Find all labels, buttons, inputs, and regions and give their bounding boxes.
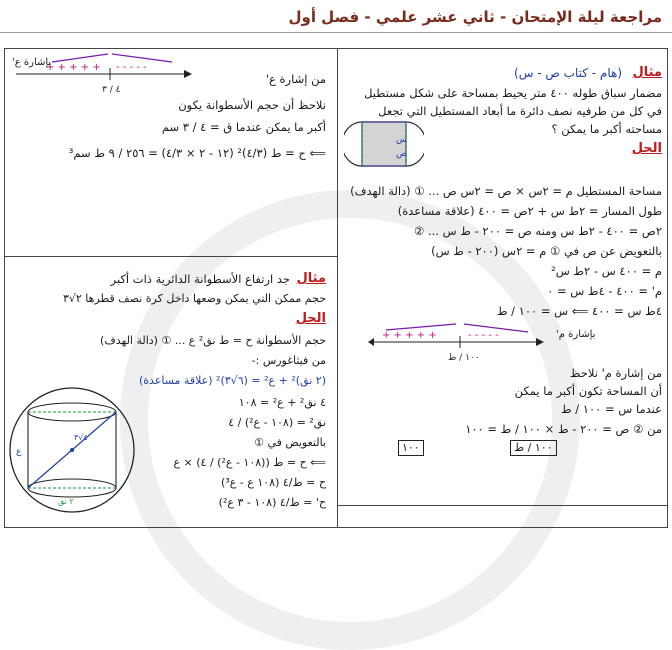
fig-label-2r: ٢ نق [58,497,74,506]
step-6: م' = ٤٠٠ - ٤ط س = ٠ [547,284,662,298]
example-label: مثال [632,65,662,80]
solution-label-2: الحل [295,311,326,326]
problem-line-3: مساحته أكبر ما يمكن ؟ [551,122,662,136]
left-top-line-1: نلاحظ أن حجم الأسطوانة يكون [178,98,326,112]
step2-1: حجم الأسطوانة ح = ط نق² ع ... ① (دالة الهدف) [100,334,326,347]
step2-2: من فيثاغورس :- [251,354,326,367]
step-1: مساحة المستطيل م = ٢س × ص = ٢س ص ... ① (دالة الهدف) [350,184,662,198]
step2-6: بالتعويض في ① [254,436,326,449]
step2-3: (٢ نق)² + ع² = (٦√٣)² (علاقة مساعدة) [139,374,326,387]
step-8: من إشارة م' نلاحظ [569,366,662,380]
racetrack-figure [344,116,424,176]
problem2-line-1: جد ارتفاع الأسطوانة الدائرية ذات أكبر [110,272,290,286]
fig-label-s: س [396,135,407,145]
step-7: ٤ط س = ٤٠٠ ⟸ س = ١٠٠ / ط [496,304,662,318]
step-10: عندما س = ١٠٠ / ط [560,402,662,416]
sign-v-tick-label: ٤ / ٣ [102,85,121,95]
fig-label-h: ع [16,447,22,457]
page-title: مراجعة ليلة الإمتحان - ثاني عشر علمي - فصل أول [288,8,662,26]
sign-chart-m [368,322,548,366]
page-header [0,0,672,34]
problem-line-1: مضمار سباق طوله ٤٠٠ متر يحيط بمساحة على شكل مستطيل [364,86,662,100]
boxed-answer-y: ١٠٠ [398,440,424,456]
svg-text:- - - - -: - - - - - [116,62,147,73]
step2-9: ح' = ط/٤ (١٠٨ - ٣ ع²) [218,496,326,509]
sign-v-label: بإشارة ع' [12,57,52,68]
step-11: من ② ص = ٢٠٠ - ط × ١٠٠ / ط = ١٠٠ [465,422,662,436]
step2-7: ⟸ ح = ط ((١٠٨ - ع²) / ٤) × ع [173,456,326,469]
fig-label-diag: ٤√٣ [74,433,88,442]
boxed-answer-x: ١٠٠ / ط [510,440,557,456]
step2-5: نق² = (١٠٨ - ع²) / ٤ [228,416,326,429]
svg-text:+ + + + +: + + + + + [382,330,437,341]
sign-tick-label: ١٠٠ / ط [448,353,480,363]
example-tag: (هام - كتاب ص - س) [514,66,622,80]
left-top-line-2: أكبر ما يمكن عندما ق = ٤ / ٣ سم [161,120,326,134]
left-top-intro: من إشارة ع' [265,72,326,86]
step-3: ٢ص = ٤٠٠ - ٢ط س ومنه ص = ٢٠٠ - ط س ... ② [414,224,662,238]
fig-label-y: ص [396,149,407,159]
left-top-line-3: ⟸ ح = ط (٤/٣)² (١٢ - ٢ × ٤/٣) = ٢٥٦ / ٩ ط سم³ [68,146,326,160]
right-section-divider [338,505,668,506]
left-section-divider [4,256,337,257]
step2-4: ٤ نق² + ع² = ١٠٨ [238,396,326,409]
solution-label: الحل [631,141,662,156]
svg-text:- - - - -: - - - - - [468,330,499,341]
step-4: بالتعويض عن ص في ① م = ٢س (٢٠٠ - ط س) [431,244,662,258]
step2-8: ح = ط/٤ (١٠٨ ع - ع³) [221,476,326,489]
problem2-line-2: حجم ممكن التي يمكن وضعها داخل كرة نصف قطرها ٢√٣ [62,292,326,305]
svg-text:+ + + + +: + + + + + [46,62,101,73]
problem-line-2: في كل من طرفيه نصف دائرة ما أبعاد المستطيل التي تجعل [378,104,662,118]
column-divider [337,48,338,528]
step-9: أن المساحة تكون أكبر ما يمكن [514,384,662,398]
example-label-2: مثال [296,271,326,286]
sphere-cylinder-figure [8,376,138,522]
sign-label: بإشارة م' [556,329,596,340]
header-rule [0,32,672,33]
step-2: طول المسار = ٢ط س + ٢ص = ٤٠٠ (علاقة مساعدة) [397,204,662,218]
step-5: م = ٤٠٠ س - ٢ط س² [551,264,662,278]
